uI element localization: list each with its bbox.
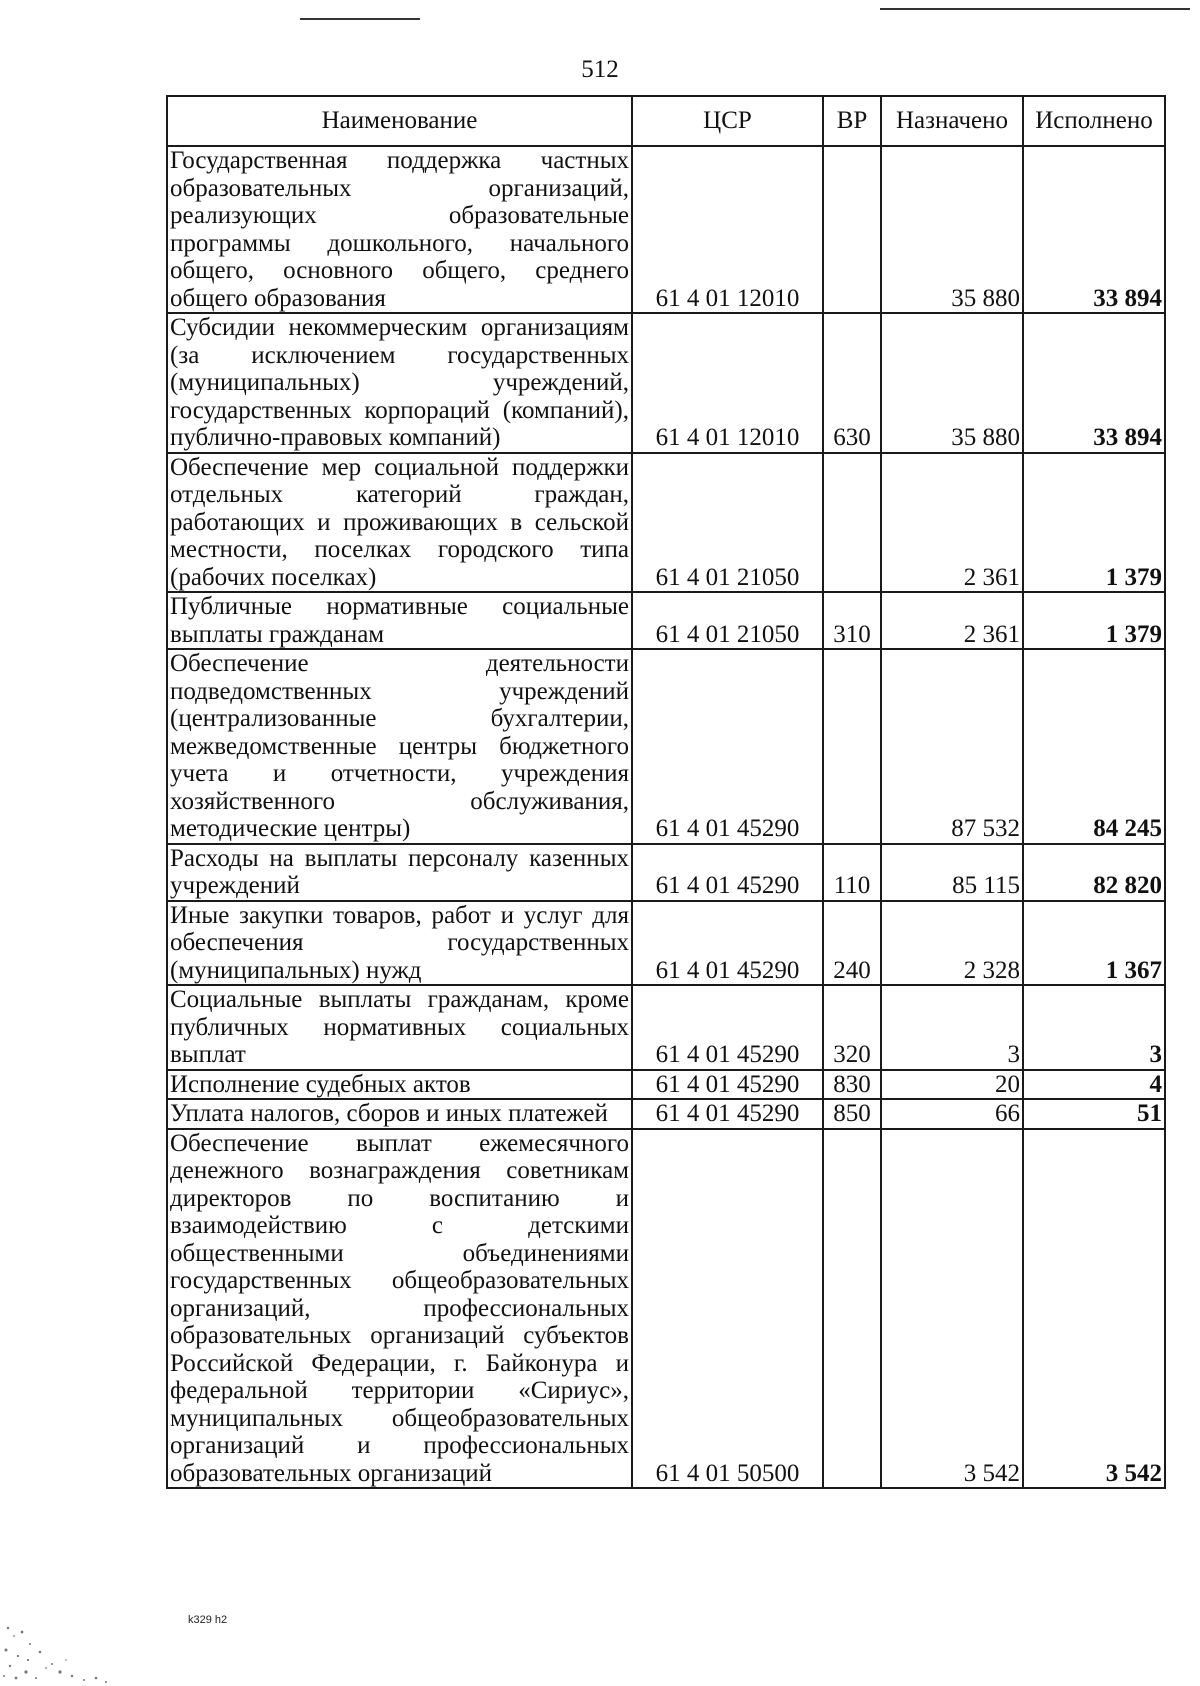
row-csr: 61 4 01 12010 xyxy=(632,313,823,453)
row-csr: 61 4 01 50500 xyxy=(632,1129,823,1489)
row-name: Субсидии некоммерческим организациям (за исключением государственных (муниципальных) учреждений, государственных корпораций (компаний), публично-правовых компаний) xyxy=(167,313,632,453)
row-csr: 61 4 01 45290 xyxy=(632,844,823,901)
footer-code: k329 h2 xyxy=(188,1614,228,1626)
row-planned: 2 361 xyxy=(881,592,1023,649)
row-executed: 82 820 xyxy=(1023,844,1165,901)
row-name: Обеспечение мер социальной поддержки отдельных категорий граждан, работающих и проживающих в сельской местности, поселках городского типа (рабочих поселках) xyxy=(167,453,632,593)
row-executed: 3 xyxy=(1023,985,1165,1070)
table-row xyxy=(167,453,1165,593)
table-header-row xyxy=(167,96,1165,146)
row-executed: 33 894 xyxy=(1023,313,1165,453)
row-vr: 310 xyxy=(823,592,881,649)
row-vr: 850 xyxy=(823,1099,881,1129)
row-planned: 3 xyxy=(881,985,1023,1070)
row-csr: 61 4 01 12010 xyxy=(632,146,823,313)
table-row xyxy=(167,592,1165,649)
table-row xyxy=(167,1070,1165,1100)
budget-table xyxy=(166,95,1166,1489)
scan-mark xyxy=(300,18,420,20)
row-planned: 85 115 xyxy=(881,844,1023,901)
row-csr: 61 4 01 45290 xyxy=(632,985,823,1070)
row-name: Иные закупки товаров, работ и услуг для обеспечения государственных (муниципальных) нужд xyxy=(167,901,632,986)
scan-speckle xyxy=(0,1606,120,1686)
row-name: Обеспечение деятельности подведомственных учреждений (централизованные бухгалтерии, межведомственные центры бюджетного учета и отчетности, учреждения хозяйственного обслуживания, методические центры) xyxy=(167,649,632,844)
row-executed: 4 xyxy=(1023,1070,1165,1100)
table-row xyxy=(167,146,1165,313)
table-row xyxy=(167,1129,1165,1489)
row-executed: 84 245 xyxy=(1023,649,1165,844)
row-planned: 2 328 xyxy=(881,901,1023,986)
row-vr: 240 xyxy=(823,901,881,986)
table-row xyxy=(167,901,1165,986)
page-number: 512 xyxy=(581,56,619,83)
header-vr: ВР xyxy=(823,96,881,146)
row-planned: 66 xyxy=(881,1099,1023,1129)
row-planned: 2 361 xyxy=(881,453,1023,593)
row-vr xyxy=(823,146,881,313)
row-name: Государственная поддержка частных образовательных организаций, реализующих образовательные программы дошкольного, начального общего, основного общего, среднего общего образования xyxy=(167,146,632,313)
table-row xyxy=(167,313,1165,453)
table-row xyxy=(167,844,1165,901)
row-csr: 61 4 01 45290 xyxy=(632,901,823,986)
row-planned: 35 880 xyxy=(881,146,1023,313)
row-executed: 3 542 xyxy=(1023,1129,1165,1489)
row-vr: 110 xyxy=(823,844,881,901)
row-vr: 830 xyxy=(823,1070,881,1100)
row-executed: 1 379 xyxy=(1023,592,1165,649)
row-name: Исполнение судебных актов xyxy=(167,1070,632,1100)
row-csr: 61 4 01 21050 xyxy=(632,592,823,649)
header-executed: Исполнено xyxy=(1023,96,1165,146)
table-row xyxy=(167,1099,1165,1129)
row-vr: 320 xyxy=(823,985,881,1070)
row-executed: 33 894 xyxy=(1023,146,1165,313)
row-csr: 61 4 01 45290 xyxy=(632,1070,823,1100)
table-row xyxy=(167,649,1165,844)
row-executed: 1 379 xyxy=(1023,453,1165,593)
row-planned: 35 880 xyxy=(881,313,1023,453)
row-name: Уплата налогов, сборов и иных платежей xyxy=(167,1099,632,1129)
row-vr xyxy=(823,649,881,844)
table-row xyxy=(167,985,1165,1070)
header-planned: Назначено xyxy=(881,96,1023,146)
row-vr xyxy=(823,1129,881,1489)
header-name: Наименование xyxy=(167,96,632,146)
row-csr: 61 4 01 45290 xyxy=(632,1099,823,1129)
row-planned: 20 xyxy=(881,1070,1023,1100)
header-csr: ЦСР xyxy=(632,96,823,146)
row-name: Обеспечение выплат ежемесячного денежного вознаграждения советникам директоров по воспитанию и взаимодействию с детскими общественными объединениями государственных общеобразовательных организаций, профессиональных образовательных организаций субъектов Российской Федерации, г. Байконура и федеральной территории «Сириус», муниципальных общеобразовательных организаций и профессиональных образовательных организаций xyxy=(167,1129,632,1489)
row-executed: 51 xyxy=(1023,1099,1165,1129)
row-executed: 1 367 xyxy=(1023,901,1165,986)
row-csr: 61 4 01 45290 xyxy=(632,649,823,844)
row-csr: 61 4 01 21050 xyxy=(632,453,823,593)
row-name: Публичные нормативные социальные выплаты гражданам xyxy=(167,592,632,649)
row-name: Расходы на выплаты персоналу казенных учреждений xyxy=(167,844,632,901)
row-planned: 3 542 xyxy=(881,1129,1023,1489)
row-planned: 87 532 xyxy=(881,649,1023,844)
row-vr: 630 xyxy=(823,313,881,453)
row-vr xyxy=(823,453,881,593)
row-name: Социальные выплаты гражданам, кроме публичных нормативных социальных выплат xyxy=(167,985,632,1070)
scan-mark xyxy=(880,8,1190,10)
